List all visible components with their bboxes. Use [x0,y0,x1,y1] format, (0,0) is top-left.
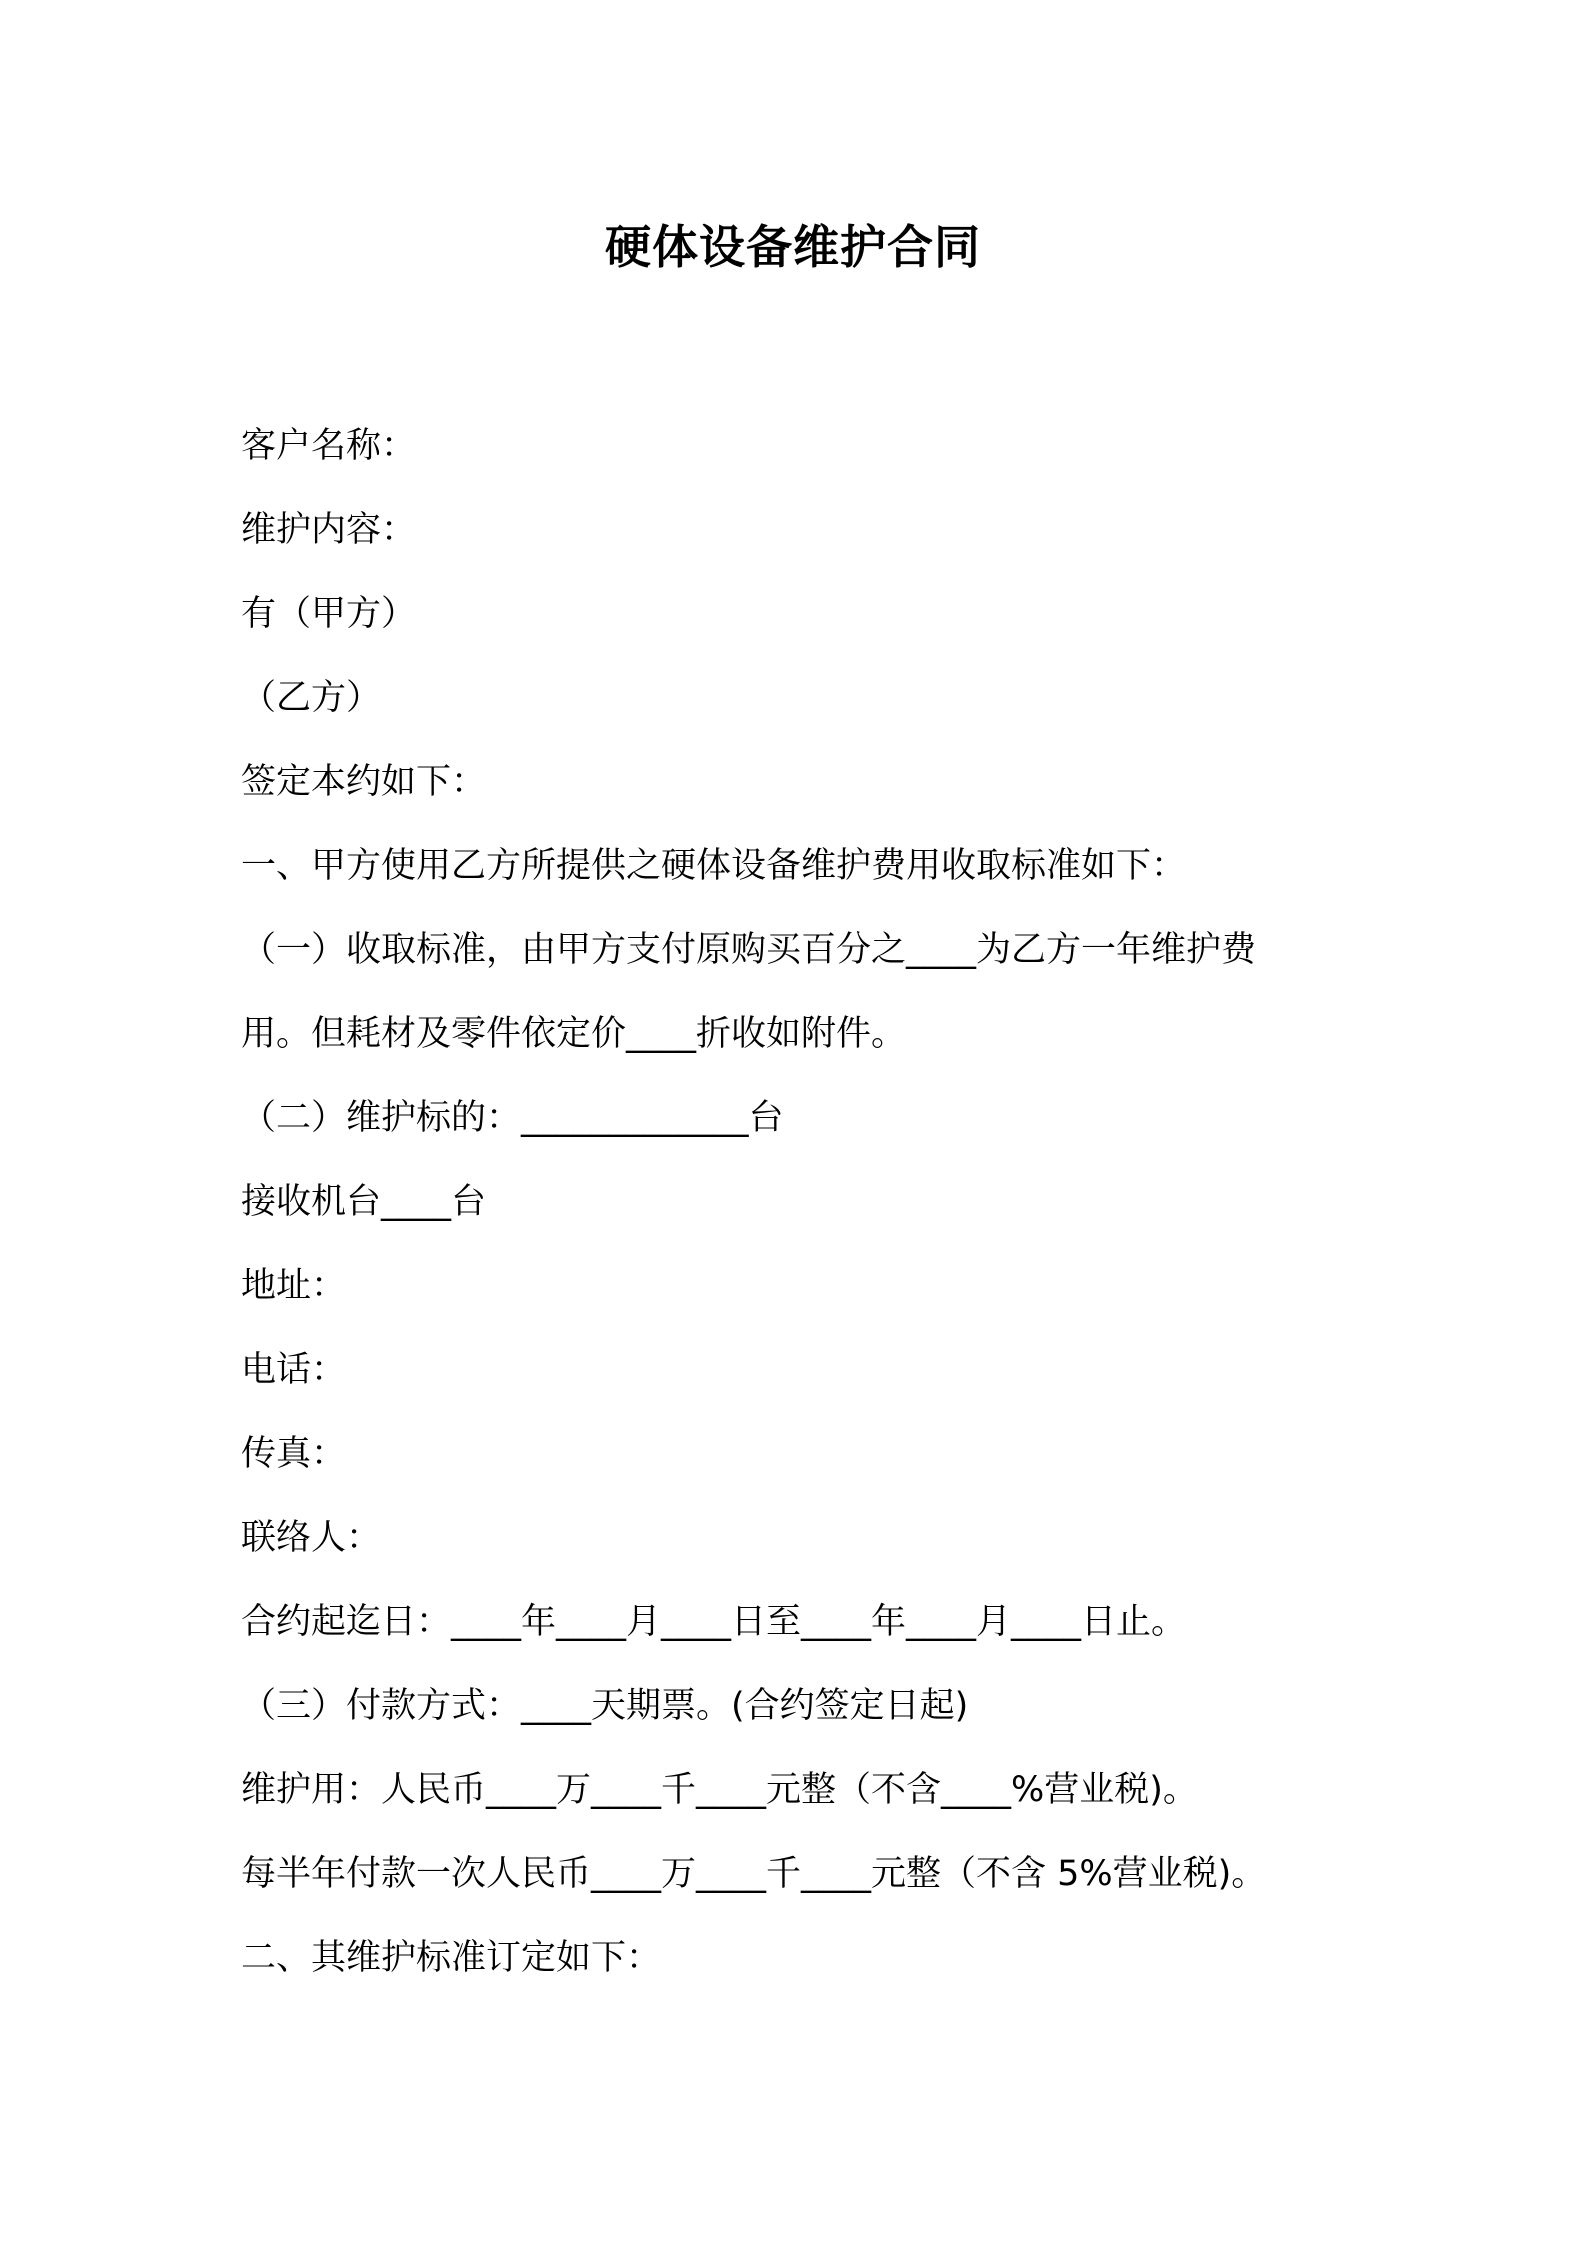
section-two-heading: 二、其维护标准订定如下： [241,1938,662,1978]
receiver-units-line: 接收机台____台 [241,1182,487,1222]
clause-1-line-1: （一）收取标准，由甲方支付原购买百分之____为乙方一年维护费 [241,930,1257,970]
party-a-line: 有（甲方） [241,594,417,634]
clause-2-line: （二）维护标的：_____________台 [241,1098,784,1138]
maintenance-content-line: 维护内容： [241,510,417,550]
document-title: 硬体设备维护合同 [605,220,981,274]
clause-1-line-2: 用。但耗材及零件依定价____折收如附件。 [241,1014,907,1054]
contract-period-line: 合约起迄日：____年____月____日至____年____月____日止。 [241,1602,1187,1642]
phone-line: 电话： [241,1350,347,1390]
party-b-line: （乙方） [241,678,382,718]
semiannual-payment-line: 每半年付款一次人民币____万____千____元整（不含 5%营业税)。 [241,1854,1267,1894]
section-one-heading: 一、甲方使用乙方所提供之硬体设备维护费用收取标准如下： [241,846,1187,886]
maintenance-fee-line: 维护用：人民币____万____千____元整（不含____%营业税)。 [241,1770,1198,1810]
document-body [241,404,1361,2000]
contact-line: 联络人： [241,1518,382,1558]
address-line: 地址： [241,1266,347,1306]
agreement-intro-line: 签定本约如下： [241,762,487,802]
clause-3-payment-line: （三）付款方式：____天期票。(合约签定日起) [241,1686,969,1726]
fax-line: 传真： [241,1434,347,1474]
customer-name-line: 客户名称： [241,426,417,466]
